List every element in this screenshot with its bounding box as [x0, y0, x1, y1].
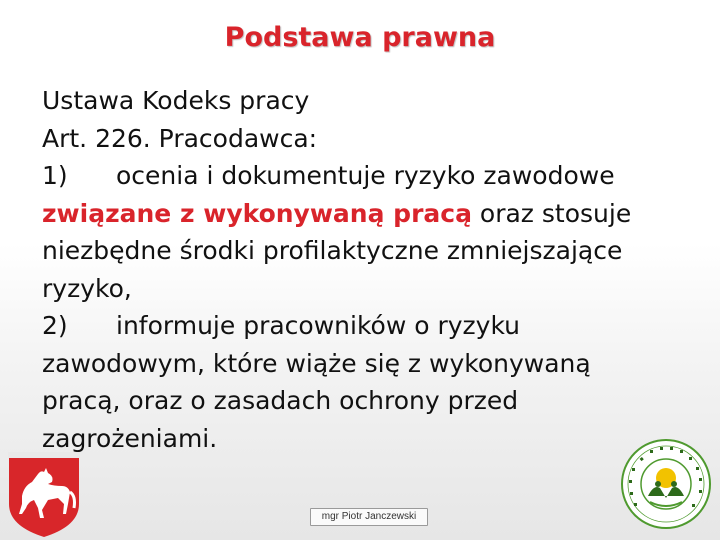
body-fragment: oraz stosuje	[471, 198, 632, 228]
body-line: zagrożeniami.	[42, 423, 218, 453]
list-item-2	[42, 307, 682, 345]
body-text	[42, 82, 682, 457]
list-item-text: informuje pracowników o ryzyku	[116, 311, 521, 340]
list-item-1	[42, 157, 682, 195]
list-number: 1)	[42, 161, 68, 190]
slide-title: Podstawa prawna	[224, 22, 496, 53]
list-number: 2)	[42, 311, 68, 340]
lesser-poland-crest-icon	[8, 452, 80, 538]
body-line	[42, 195, 682, 233]
body-line: ryzyko,	[42, 273, 132, 303]
body-line: zawodowym, które wiąże się z wykonywaną	[42, 348, 591, 378]
bhp-seal-icon	[620, 438, 712, 530]
list-item-text: ocenia i dokumentuje ryzyko zawodowe	[116, 161, 615, 190]
footer-author: mgr Piotr Janczewski	[310, 508, 428, 526]
body-line: niezbędne środki profilaktyczne zmniejszające	[42, 236, 623, 265]
highlighted-phrase: związane z wykonywaną pracą	[42, 198, 472, 228]
body-line: pracą, oraz o zasadach ochrony przed	[42, 386, 519, 415]
body-line: Art. 226. Pracodawca:	[42, 123, 318, 153]
body-line: Ustawa Kodeks pracy	[42, 86, 310, 115]
